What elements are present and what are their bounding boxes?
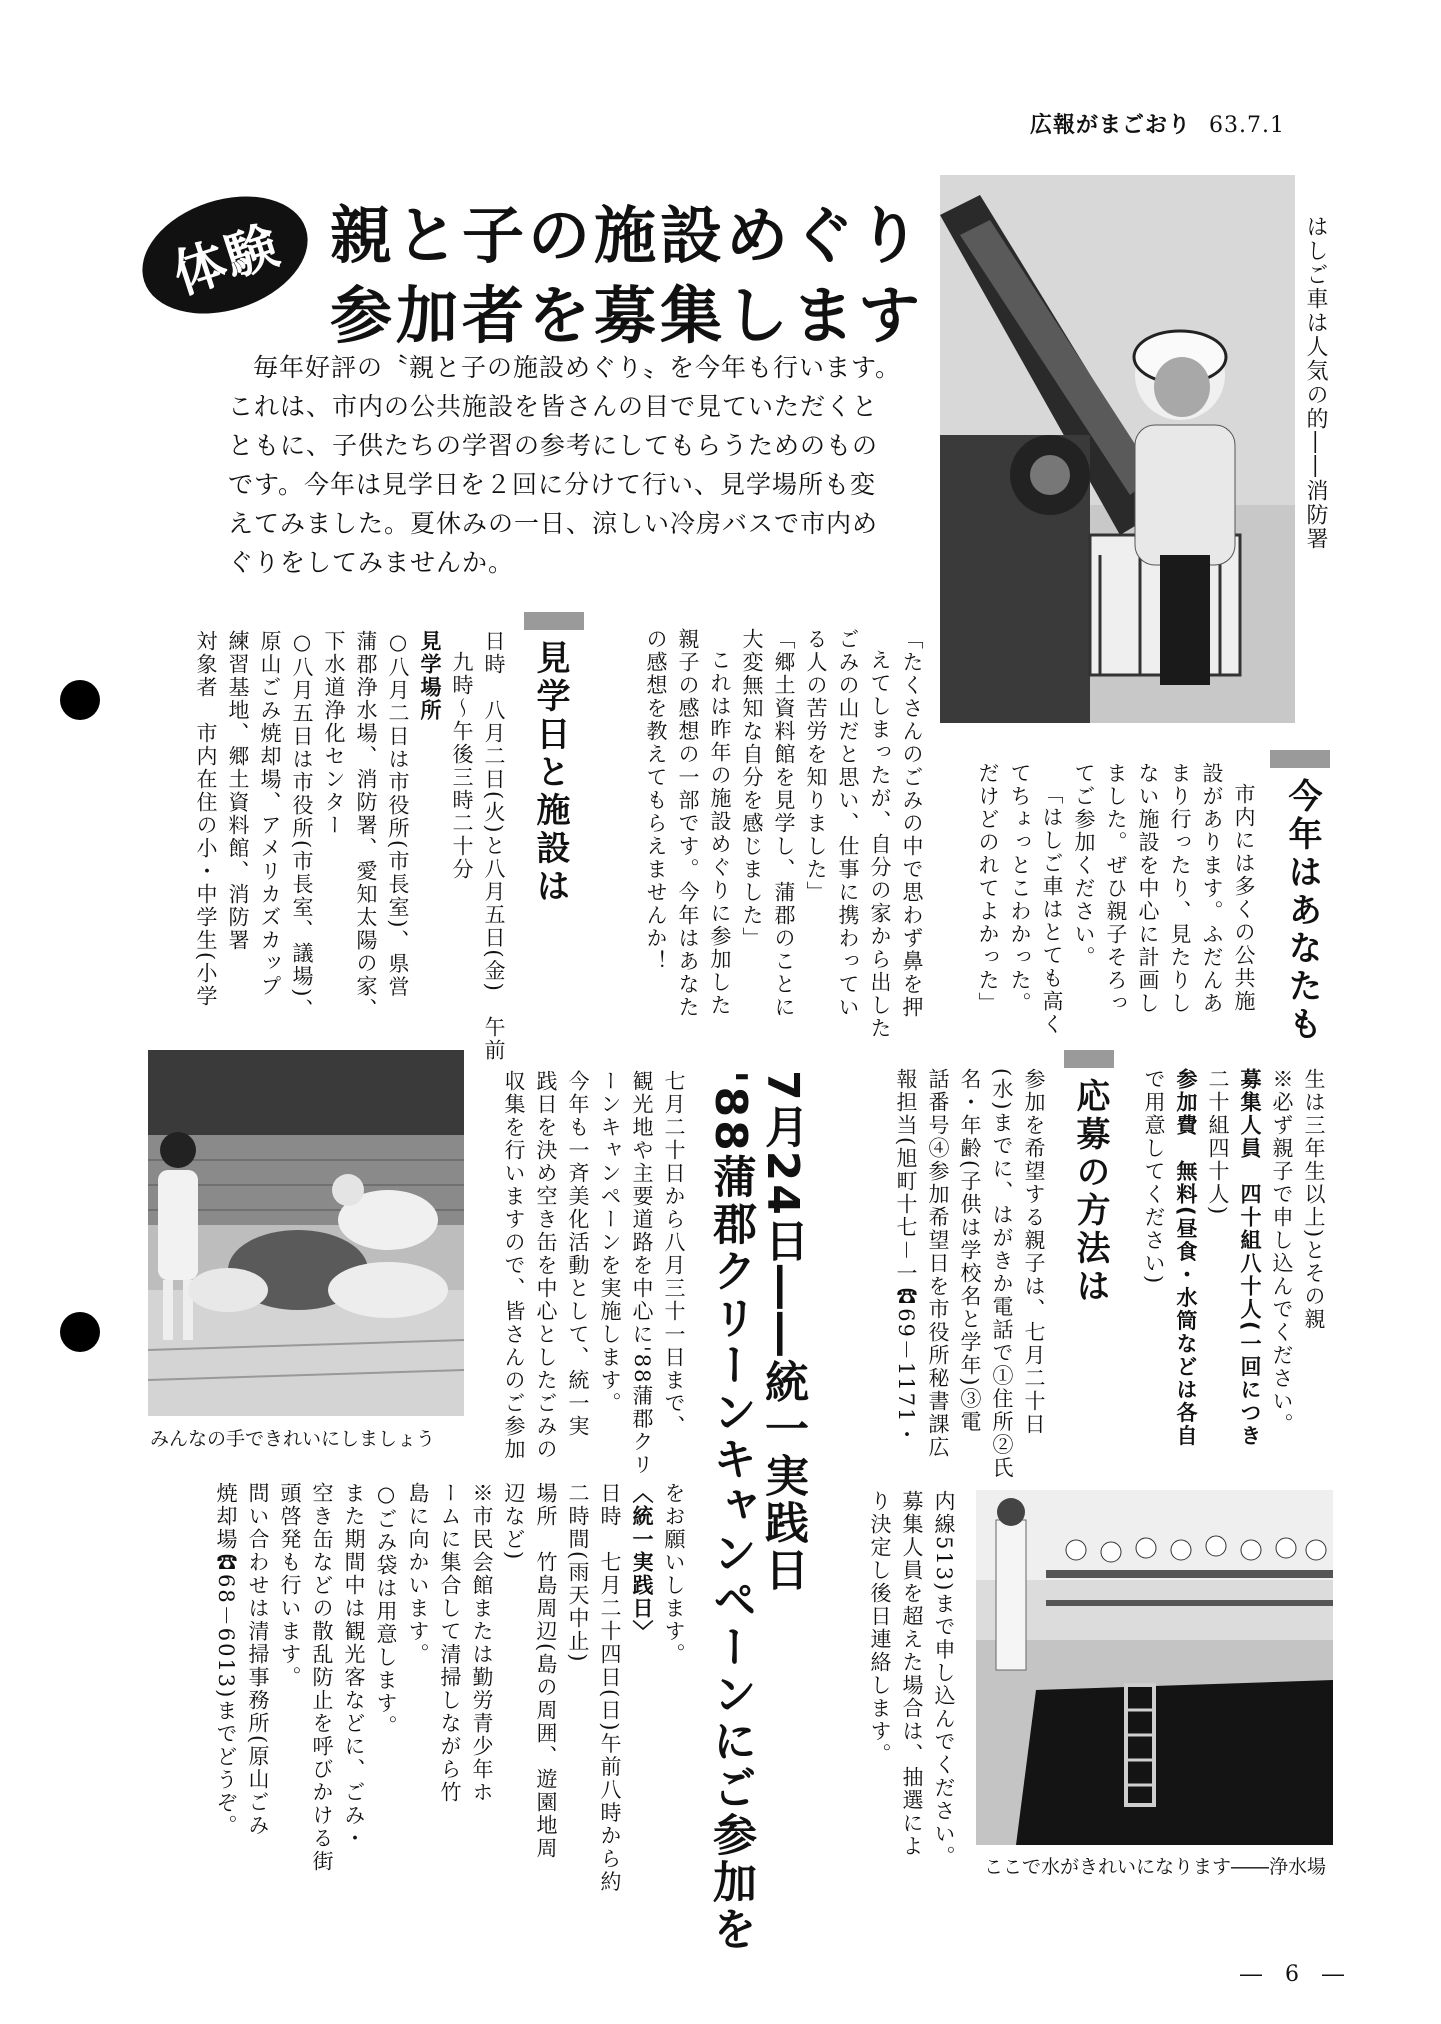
body-line: 参加費 無料(昼食・水筒などは各自 — [1174, 1068, 1198, 1448]
body-line: てご参加ください。 — [1072, 762, 1096, 969]
publication-name: 広報がまごおり — [1030, 113, 1192, 138]
intro-line: 毎年好評の〝親と子の施設めぐり〟を今年も行います。 — [253, 353, 902, 382]
body-line: 募集人員 四十組八十人(一回につき — [1238, 1068, 1262, 1448]
body-line: 下水道浄化センター — [322, 630, 346, 837]
section-body-oubo-lower — [820, 1490, 960, 1869]
intro-line: です。今年は見学日を２回に分けて行い、見学場所も変 — [228, 470, 877, 499]
body-line: ○ごみ袋は用意します。 — [374, 1482, 398, 1738]
body-line: 二時間(雨天中止) — [566, 1482, 590, 1664]
campaign-title-line1: 7月24日――統一実践日 — [757, 1070, 808, 1594]
body-line: ※市民会館または勤労青少年ホ — [470, 1482, 494, 1804]
issue-date: 63.7.1 — [1209, 113, 1285, 138]
page-number: ― 6 ― — [1240, 1962, 1352, 1987]
campaign-title — [704, 1070, 808, 1953]
cleanup-photo-caption: みんなの手できれいにしましょう — [150, 1428, 436, 1450]
body-line: まり行ったり、見たりし — [1168, 762, 1192, 1015]
cleanup-photo — [148, 1050, 464, 1416]
campaign-body-lower — [150, 1482, 690, 1894]
intro-line: ぐりをしてみませんか。 — [228, 548, 515, 577]
intro-line: これは、市内の公共施設を皆さんの目で見ていただくと — [228, 392, 879, 421]
body-line: 頭啓発も行います。 — [278, 1482, 302, 1689]
water-plant-photo — [976, 1490, 1333, 1845]
body-line: 観光地や主要道路を中心に'88蒲郡クリ — [630, 1070, 654, 1477]
body-line: 生は三年生以上)とその親 — [1302, 1068, 1326, 1332]
body-line: えてしまったが、自分の家から出した — [868, 649, 892, 1040]
body-line: 話番号④参加希望日を市役所秘書課広 — [926, 1068, 950, 1459]
body-line: 辺など) — [502, 1482, 526, 1562]
section-marker — [1270, 750, 1330, 768]
body-line: ない施設を中心に計画し — [1136, 762, 1160, 1015]
body-line: をお願いします。 — [662, 1482, 686, 1666]
body-line: 内線513)まで申し込んでください。 — [932, 1490, 956, 1869]
intro-line: えてみました。夏休みの一日、涼しい冷房バスで市内め — [228, 509, 879, 538]
body-line: 七月二十日から八月三十一日まで、 — [662, 1070, 686, 1438]
body-line: 日時 八月二日(火)と八月五日(金) 午前 — [482, 630, 506, 1062]
body-line: 大変無知な自分を感じました」 — [740, 628, 764, 950]
body-line: で用意してください) — [1142, 1068, 1166, 1286]
campaign-body-upper — [490, 1070, 690, 1477]
body-line: (水)までに、はがきか電話で①住所②氏 — [990, 1068, 1014, 1480]
body-line: ームに集合して清掃しながら竹 — [438, 1482, 462, 1804]
intro-paragraph — [228, 348, 908, 582]
body-line: てちょっとこわかった。 — [1008, 762, 1032, 1015]
body-line: 練習基地、郷土資料館、消防署 — [226, 630, 250, 952]
body-line: 原山ごみ焼却場、アメリカズカップ — [258, 630, 282, 998]
body-line: 九時～午後三時二十分 — [450, 651, 474, 881]
body-line: だけどのれてよかった」 — [976, 762, 1000, 1015]
intro-line: ともに、子供たちの学習の参考にしてもらうためのもの — [228, 431, 879, 460]
body-line: 場所 竹島周辺(島の周囲、遊園地周 — [534, 1482, 558, 1861]
water-plant-photo-caption: ここで水がきれいになります――浄水場 — [984, 1856, 1327, 1878]
body-line: 島に向かいます。 — [406, 1482, 430, 1666]
campaign-title-line2: '88蒲郡クリーンキャンペーンにご参加を — [705, 1070, 756, 1953]
body-line: 焼却場☎68－6013)までどうぞ。 — [214, 1482, 238, 1838]
body-line: 〈統一実践日〉 — [630, 1482, 654, 1643]
body-line: 報担当(旭町十七－一☎69－1171・ — [894, 1068, 918, 1447]
body-line: ごみの山だと思い、仕事に携わってい — [836, 628, 860, 1019]
body-line: り決定し後日連絡します。 — [868, 1490, 892, 1766]
body-line: 親子の感想の一部です。今年はあなた — [676, 628, 700, 1019]
body-line: 「たくさんのごみの中で思わず鼻を押 — [900, 628, 924, 1019]
body-line: これは昨年の施設めぐりに参加した — [708, 649, 732, 1017]
body-line: ○八月二日は市役所(市長室)、県営 — [386, 630, 410, 999]
section-heading-kengaku: 見学日と施設は — [530, 640, 570, 906]
section-marker — [524, 612, 584, 630]
water-plant-illustration — [976, 1490, 1333, 1845]
body-line: 市内には多くの公共施 — [1232, 783, 1256, 1013]
body-line: 見学場所 — [418, 630, 442, 722]
punch-hole — [60, 1312, 100, 1352]
body-line: ました。ぜひ親子そろっ — [1104, 762, 1128, 1015]
section-body-voices — [608, 628, 928, 1040]
body-line: 収集を行いますので、皆さんのご参加 — [502, 1070, 526, 1461]
cleanup-illustration — [148, 1050, 464, 1416]
body-line: 「郷土資料館を見学し、蒲郡のことに — [772, 628, 796, 1019]
page-title-line1: 親と子の施設めぐり — [330, 199, 925, 272]
body-line: 募集人員を超えた場合は、抽選によ — [900, 1490, 924, 1858]
section-heading-oubo: 応募の方法は — [1070, 1078, 1110, 1306]
page-header — [1030, 108, 1285, 139]
body-line: 名・年齢(子供は学校名と学年)③電 — [958, 1068, 982, 1434]
body-line: 「はしご車はとても高く — [1040, 783, 1064, 1036]
body-line: 設があります。ふだんあ — [1200, 762, 1224, 1015]
body-line: 二十組四十人) — [1206, 1068, 1230, 1217]
punch-hole — [60, 680, 100, 720]
ladder-photo-caption: はしご車は人気の的――消防署 — [1303, 215, 1328, 551]
section-marker — [1064, 1050, 1114, 1068]
body-line: 参加を希望する親子は、七月二十日 — [1022, 1068, 1046, 1436]
ladder-truck-illustration — [940, 175, 1295, 723]
body-line: 問い合わせは清掃事務所(原山ごみ — [246, 1482, 270, 1838]
ladder-truck-photo — [940, 175, 1295, 723]
body-line: 践日を決め空き缶を中心としたごみの — [534, 1070, 558, 1461]
body-line: 蒲郡浄水場、消防署、愛知太陽の家、 — [354, 630, 378, 1021]
section-body-kengaku — [150, 630, 510, 1062]
body-line: 今年も一斉美化活動として、統一実 — [566, 1070, 590, 1438]
body-line: ーンキャンペーンを実施します。 — [598, 1070, 622, 1415]
body-line: ※必ず親子で申し込んでください。 — [1270, 1068, 1294, 1436]
body-line: 対象者 市内在住の小・中学生(小学 — [194, 630, 218, 1009]
page-title-line2: 参加者を募集します — [330, 279, 925, 352]
body-line: 空き缶などの散乱防止を呼びかける街 — [310, 1482, 334, 1873]
body-line: 日時 七月二十四日(日)午前八時から約 — [598, 1482, 622, 1894]
body-line: る人の苦労を知りました」 — [804, 628, 828, 904]
body-line: ○八月五日は市役所(市長室、議場)、 — [290, 630, 314, 1022]
section-heading-anata: 今年はあなたも — [1282, 778, 1322, 1044]
body-line: また期間中は観光客などに、ごみ・ — [342, 1482, 366, 1850]
section-body-oubo-middle — [850, 1068, 1050, 1480]
title-badge: 体験 — [127, 176, 323, 333]
body-line: の感想を教えてもらえませんか！ — [644, 628, 668, 973]
section-body-anata — [940, 762, 1260, 1062]
